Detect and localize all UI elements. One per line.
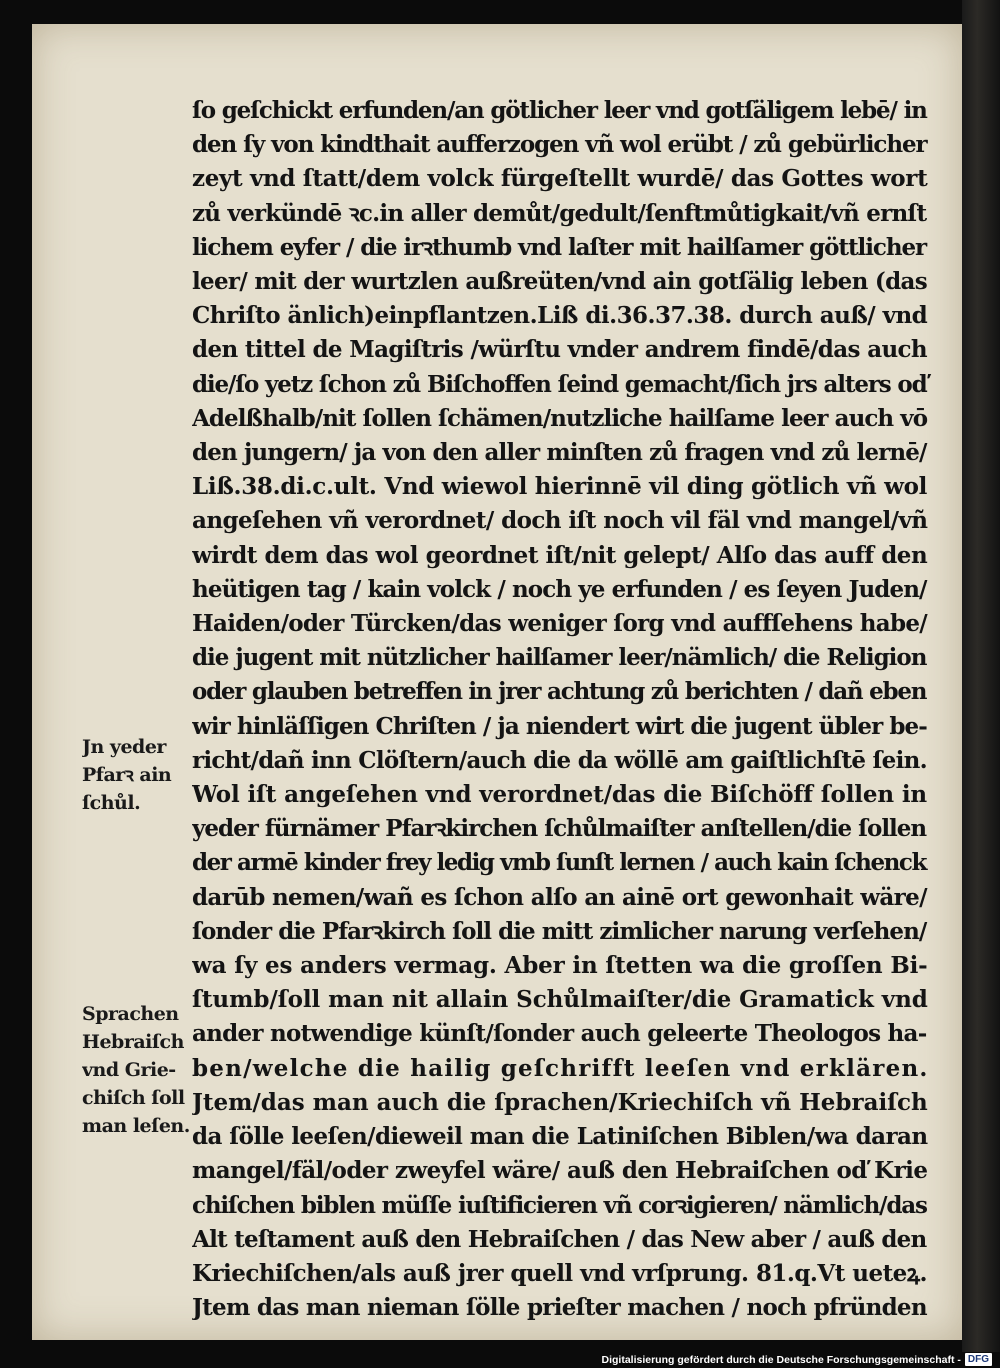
margin-note-line: man leſen.	[82, 1115, 190, 1137]
text-line: leer/ mit der wurtzlen außreüten/vnd ain gotſälig leben (das	[192, 268, 927, 296]
text-line: Kriechiſchen/als auß jrer quell vnd vrſprung. 81.q.Vt ueteꝝ.	[192, 1259, 927, 1287]
text-line: Chriſto änlich)einpflantzen.Liß di.36.37.38. durch auß/ vnd	[192, 302, 928, 330]
text-line: ſonder die Pfarꝛkirch ſoll die mitt zimlicher narung verſehen/	[192, 917, 927, 945]
text-line: wir hinläſſigen Chriſten / ja niendert wirt die jugent übler be-	[192, 712, 927, 740]
text-line: Liß.38.di.c.ult. Vnd wiewol hierinnē vil ding götlich vñ wol	[192, 473, 928, 501]
text-line: zů verkündē ꝛc.in aller demůt/gedult/ſenftmůtigkait/vñ ernſt	[192, 199, 927, 227]
text-line: darūb nemen/wañ es ſchon alſo an ainē ort gewonhait wäre/	[192, 883, 927, 911]
text-line: zeyt vnd ſtatt/dem volck fürgeſtellt wurdē/ das Gottes wort	[192, 165, 928, 193]
text-line: Wol iſt angeſehen vnd verordnet/das die Biſchöff ſollen in	[192, 781, 927, 809]
text-line: der armē kinder frey ledig vmb ſunſt lernen / auch kain ſchenck	[192, 849, 926, 877]
text-line: lichem eyfer / die irꝛthumb vnd laſter mit hailſamer göttlicher	[192, 233, 927, 261]
margin-note-line: Sprachen	[82, 1003, 179, 1025]
text-line: richt/dañ inn Clöſtern/auch die da wöllē am gaiſtlichſtē ſein.	[192, 746, 927, 774]
text-line: ſtumb/ſoll man nit allain Schůlmaiſter/die Gramatick vnd	[192, 986, 928, 1014]
text-line: den jungern/ ja von den aller minſten zů fragen vnd zů lernē/	[192, 439, 927, 467]
text-line: Adelßhalb/nit ſollen ſchämen/nutzliche hailſame leer auch vō	[192, 404, 928, 432]
text-line: den tittel de Magiſtris /würſtu vnder andrem findē/das auch	[192, 336, 928, 364]
text-line: yeder fürnämer Pfarꝛkirchen ſchůlmaiſter anſtellen/die ſollen	[192, 815, 927, 843]
margin-note-school	[82, 733, 194, 817]
text-line: die/ſo yetz ſchon zů Biſchoffen ſeind gemacht/ſich jrs alters oď	[192, 370, 927, 398]
margin-note-line: Hebraiſch	[82, 1031, 184, 1053]
text-line: Jtem/das man auch die ſprachen/Kriechiſch vñ Hebraiſch	[192, 1088, 928, 1116]
margin-note-line: vnd Grie-	[82, 1059, 176, 1081]
text-line: Jtem das man nieman ſölle prieſter machen / noch pfründen	[192, 1294, 927, 1322]
margin-note-line: chiſch ſoll	[82, 1087, 185, 1109]
footer-credit	[602, 1353, 993, 1366]
text-line: ander notwendige künſt/ſonder auch geleerte Theologos ha-	[192, 1020, 927, 1048]
footer-text: Digitalisierung gefördert durch die Deutsche Forschungsgemeinschaft -	[601, 1353, 961, 1366]
book-binding-edge	[962, 0, 1000, 1352]
text-line: mangel/fäl/oder zweyfel wäre/ auß den Hebraiſchen oď Krie	[192, 1157, 928, 1185]
text-line: den ſy von kindthait aufferzogen vñ wol erübt / zů gebürlicher	[192, 131, 927, 159]
margin-note-line: Jn yeder	[82, 736, 166, 758]
text-line: ben/welche die hailig geſchrifft leeſen vnd erklären.	[192, 1054, 929, 1082]
text-line: angeſehen vñ verordnet/ doch iſt noch vil fäl vnd mangel/vñ	[192, 507, 928, 535]
margin-note-line: Pfarꝛ ain	[82, 764, 172, 786]
text-line: Haiden/oder Türcken/das weniger ſorg vnd auffſehens habe/	[192, 610, 927, 638]
text-line: da ſölle leeſen/dieweil man die Latiniſchen Biblen/wa daran	[192, 1123, 928, 1151]
text-line: wirdt dem das wol geordnet iſt/nit gelept/ Alſo das auff den	[192, 541, 928, 569]
text-line: Alt teſtament auß den Hebraiſchen / das New aber / auß den	[192, 1225, 927, 1253]
margin-note-line: ſchůl.	[82, 792, 141, 814]
margin-note-languages	[82, 1000, 194, 1140]
text-line: die jugent mit nützlicher hailſamer leer/nämlich/ die Religion	[192, 644, 927, 672]
dfg-logo: DFG	[965, 1353, 992, 1366]
text-line: heütigen tag / kain volck / noch ye erfunden / es ſeyen Juden/	[192, 575, 927, 603]
text-line: wa ſy es anders vermag. Aber in ſtetten wa die groſſen Bi-	[192, 952, 928, 980]
text-line: oder glauben betreffen in jrer achtung zů berichten / dañ eben	[192, 678, 927, 706]
main-text-block	[192, 94, 932, 1325]
text-line: ſo geſchickt erfunden/an götlicher leer vnd gotſäligem lebē/ in	[192, 97, 927, 124]
text-line: chiſchen biblen müſſe iuſtificieren vñ corꝛigieren/ nämlich/das	[192, 1191, 927, 1219]
